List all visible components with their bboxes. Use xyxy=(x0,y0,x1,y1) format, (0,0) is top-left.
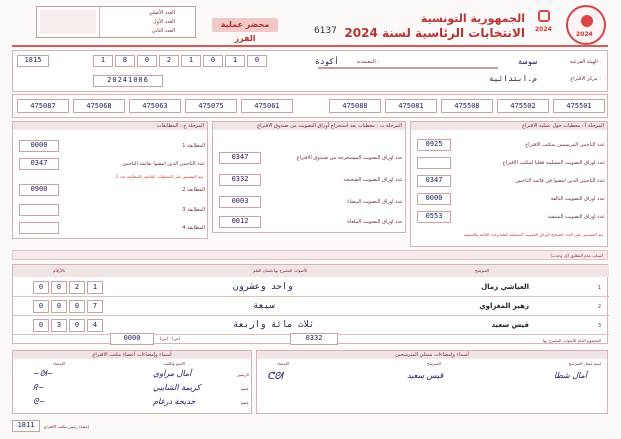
serial-number: 475088 xyxy=(329,99,381,113)
header-candidate: المترشح xyxy=(475,268,489,273)
center-code-digit: 0 xyxy=(203,55,223,67)
member-signature: ᘓ~ xyxy=(33,397,46,406)
section-a-value: 0347 xyxy=(417,175,451,187)
section-c-label: المطابقة 4 xyxy=(182,225,205,231)
digit-cell: 0 xyxy=(33,281,49,294)
section-a-note: يتم التنصيص على العدد الصحيح لأوراق التصويت المسلمة فعليا وعدد التالفة والمتبقية xyxy=(463,232,603,237)
header-rule xyxy=(12,45,608,47)
serials-right-group xyxy=(325,99,605,115)
copy-line-3: العدد الثاني xyxy=(151,28,175,34)
office-number: 1815 xyxy=(17,55,49,67)
center-code-digit: 1 xyxy=(93,55,113,67)
section-b-value: 0347 xyxy=(219,152,261,164)
results-header xyxy=(13,265,609,277)
candidate-row xyxy=(13,298,609,316)
header-words: الأصوات المصرح بها بلسان القلم xyxy=(253,268,308,273)
serial-number: 475075 xyxy=(185,99,237,113)
reps-block xyxy=(256,350,608,414)
section-c-value xyxy=(19,204,59,216)
digit-cell: 4 xyxy=(87,319,103,332)
section-c-value xyxy=(19,222,59,234)
section-a-row xyxy=(411,172,609,190)
col-signature: الإمضاء xyxy=(53,361,66,366)
school-value: م.ابتدائية xyxy=(488,74,537,83)
section-c-label: المطابقة 2 xyxy=(182,187,205,193)
digit-cell: 0 xyxy=(51,281,67,294)
member-role: عضو xyxy=(241,400,249,405)
note-bar-label: أسباب عدم التطابق (إن وجدت) xyxy=(550,253,603,258)
section-c-title: المرحلة ج : المطابقات xyxy=(13,122,207,130)
members-title: أسماء وإمضاءات أعضاء مكتب الاقتراع xyxy=(13,351,251,359)
digit-cell: 0 xyxy=(33,319,49,332)
digit-cell: 0 xyxy=(69,319,85,332)
serial-number: 475061 xyxy=(241,99,293,113)
section-a-value: 0925 xyxy=(417,139,451,151)
section-a-row xyxy=(411,208,609,226)
center-code-digit: 1 xyxy=(181,55,201,67)
members-block xyxy=(12,350,252,414)
section-a-label: عدد الناخبين الذين أمضوا في قائمة الناخبين xyxy=(515,178,605,184)
col-name: الاسم واللقب xyxy=(163,361,186,366)
election-logo xyxy=(532,10,558,36)
member-role: عضو xyxy=(241,386,249,391)
logo-year: 2024 xyxy=(576,31,593,38)
section-b-title: المرحلة ب : معطيات بعد استخراج أوراق التصويت من صندوق الاقتراع xyxy=(213,122,405,130)
header-digits: بالأرقام xyxy=(53,268,66,273)
section-a-row xyxy=(411,190,609,208)
serial-number: 475501 xyxy=(553,99,605,113)
copy-divider xyxy=(99,7,100,37)
candidate-row xyxy=(13,279,609,297)
digit-cell: 0 xyxy=(69,300,85,313)
member-name: آمال مراوي xyxy=(153,369,192,378)
digit-cell: 1 xyxy=(87,281,103,294)
section-b-row xyxy=(213,192,407,212)
section-b-label: عدد أوراق التصويت البيضاء xyxy=(347,199,403,205)
candidate-name: العياشي زمال xyxy=(481,283,529,291)
center-code-digit: 0 xyxy=(247,55,267,67)
section-b-row xyxy=(213,212,407,232)
serial-number: 475502 xyxy=(497,99,549,113)
candidate-words: واحد وعشرون xyxy=(233,282,293,292)
section-a-label: عدد الناخبين المرسمين بمكتب الاقتراع xyxy=(525,142,605,148)
section-c-label: عدد الناخبين الذين أمضوا بقائمة الناخبين xyxy=(121,161,205,167)
center-code-digit: 2 xyxy=(159,55,179,67)
candidate-words: سبعة xyxy=(253,301,275,311)
candidate-num: 1 xyxy=(597,285,601,291)
logo-emblem-icon xyxy=(581,15,593,27)
member-name: كريمة الشايبي xyxy=(153,383,201,392)
section-b-row xyxy=(213,170,407,190)
digit-cell: 0 xyxy=(51,300,67,313)
section-b-row xyxy=(213,148,407,168)
formula-label: (س) - (ص) xyxy=(160,336,180,341)
center-code-digit: 1 xyxy=(225,55,245,67)
section-a-label: عدد أوراق التصويت المتبقية xyxy=(547,214,605,220)
col-rep-signature: الإمضاء xyxy=(277,361,290,366)
section-a-row xyxy=(411,154,609,172)
section-b-value: 0332 xyxy=(219,174,261,186)
footer-signature-label: إمضاء رئيس مكتب الاقتراع xyxy=(44,424,89,429)
section-c-value: 0900 xyxy=(19,184,59,196)
section-b-label: عدد أوراق التصويت الصحيحة xyxy=(343,177,403,183)
digit-cell: 0 xyxy=(33,300,49,313)
member-row xyxy=(13,396,253,410)
serials-left-group xyxy=(17,99,317,115)
candidate-num: 2 xyxy=(597,304,601,310)
section-a-row xyxy=(411,136,609,154)
serial-number: 475081 xyxy=(385,99,437,113)
rep-name: آمال شطا xyxy=(553,371,587,380)
candidate-digits xyxy=(33,319,103,332)
section-c-label: المطابقة 3 xyxy=(182,207,205,213)
section-a xyxy=(410,121,608,247)
serials-block xyxy=(12,94,608,118)
section-a-value xyxy=(417,157,451,169)
date-value: 20241006 xyxy=(93,75,163,87)
section-b-label: عدد أوراق التصويت المستخرجة من صندوق الاقتراع xyxy=(296,155,403,161)
digit-cell: 7 xyxy=(87,300,103,313)
col-candidate: المترشح xyxy=(427,361,441,366)
serial-number: 475068 xyxy=(73,99,125,113)
delegation-label: المعتمدية : xyxy=(356,59,379,65)
section-b-label: عدد أوراق التصويت الملغاة xyxy=(347,219,403,225)
logo-year-small: 2024 xyxy=(535,26,552,33)
serial-number: 475063 xyxy=(129,99,181,113)
total-label: المجموع العام للأصوات المصرح بها xyxy=(542,338,601,343)
identity-block xyxy=(12,50,608,92)
member-name: خديجة درغام xyxy=(153,397,196,406)
copy-distribution-box xyxy=(36,6,196,38)
section-c-row xyxy=(13,220,209,236)
member-signature: ᖇ~ xyxy=(33,383,45,392)
candidate-num: 3 xyxy=(597,323,601,329)
copy-note xyxy=(40,10,96,34)
digit-cell: 3 xyxy=(51,319,67,332)
section-c-row xyxy=(13,156,209,172)
member-signature: ~ᘛ~ xyxy=(33,369,54,378)
section-b-value: 0003 xyxy=(219,196,261,208)
isie-logo-stamp xyxy=(566,5,606,45)
election-title: الانتخابات الرئاسية لسنة 2024 xyxy=(344,26,525,40)
copy-line-1: العدد الأصلي xyxy=(148,10,175,16)
member-row xyxy=(13,382,253,396)
candidate-name: قيس سعيد xyxy=(491,321,529,329)
copy-line-2: العدد الأول xyxy=(152,19,175,25)
rep-candidate: قيس سعيد xyxy=(407,371,444,380)
col-rep-name: اسم ممثل المترشح xyxy=(568,361,601,366)
section-a-label: عدد أوراق التصويت المسلمة فعليا لمكتب الاقتراع xyxy=(502,160,605,166)
reps-title: أسماء وإمضاءات ممثلي المترشحين xyxy=(257,351,607,359)
total-value: 0332 xyxy=(290,333,338,345)
form-badge: محضر عملية الفرز xyxy=(212,18,278,32)
logo-check-icon xyxy=(538,10,550,22)
regional-value: سوسة xyxy=(517,57,537,66)
results-table xyxy=(12,264,608,344)
candidate-digits xyxy=(33,300,103,313)
candidate-words: ثلاث مائة واربعة xyxy=(233,320,315,330)
section-c-row xyxy=(13,202,209,218)
member-row xyxy=(13,368,253,382)
page-number: 1811 xyxy=(12,420,40,432)
section-c-value: 0347 xyxy=(19,158,59,170)
school-label: مركز الاقتراع : xyxy=(570,76,601,82)
center-code-digit: 8 xyxy=(115,55,135,67)
section-a-title: المرحلة أ : معطيات حول عملية الاقتراع xyxy=(411,122,607,130)
section-a-value: 0000 xyxy=(417,193,451,205)
form-code: 6137 xyxy=(314,26,337,36)
section-b-value: 0012 xyxy=(219,216,261,228)
rep-signature: ᕦᘛ xyxy=(267,371,283,382)
center-underline xyxy=(318,67,498,69)
regional-label: الهيئة الفرعية : xyxy=(569,59,601,65)
section-a-value: 0553 xyxy=(417,211,451,223)
section-c-row xyxy=(13,138,209,154)
center-code-digit: 0 xyxy=(137,55,157,67)
formula-value: 0000 xyxy=(110,333,154,345)
note-bar xyxy=(12,250,608,260)
candidate-name: زهير المغزاوي xyxy=(479,302,529,310)
section-c xyxy=(12,121,208,239)
republic-title: الجمهورية التونسية xyxy=(420,12,525,25)
section-b xyxy=(212,121,406,233)
section-c-row xyxy=(13,182,209,198)
member-role: الرئيس xyxy=(237,372,249,377)
section-a-label: عدد أوراق التصويت التالفة xyxy=(550,196,605,202)
candidate-digits xyxy=(33,281,103,294)
serial-number: 475087 xyxy=(17,99,69,113)
digit-cell: 2 xyxy=(69,281,85,294)
section-c-label: المطابقة 1 xyxy=(182,143,205,149)
center-code-group xyxy=(93,55,293,69)
serial-number: 475508 xyxy=(441,99,493,113)
section-c-note: يتم التنصيص على المعطيات الخاصة بالمطابقة عدد 1 xyxy=(115,174,203,179)
delegation-value: أكودة xyxy=(314,57,339,66)
section-c-value: 0000 xyxy=(19,140,59,152)
